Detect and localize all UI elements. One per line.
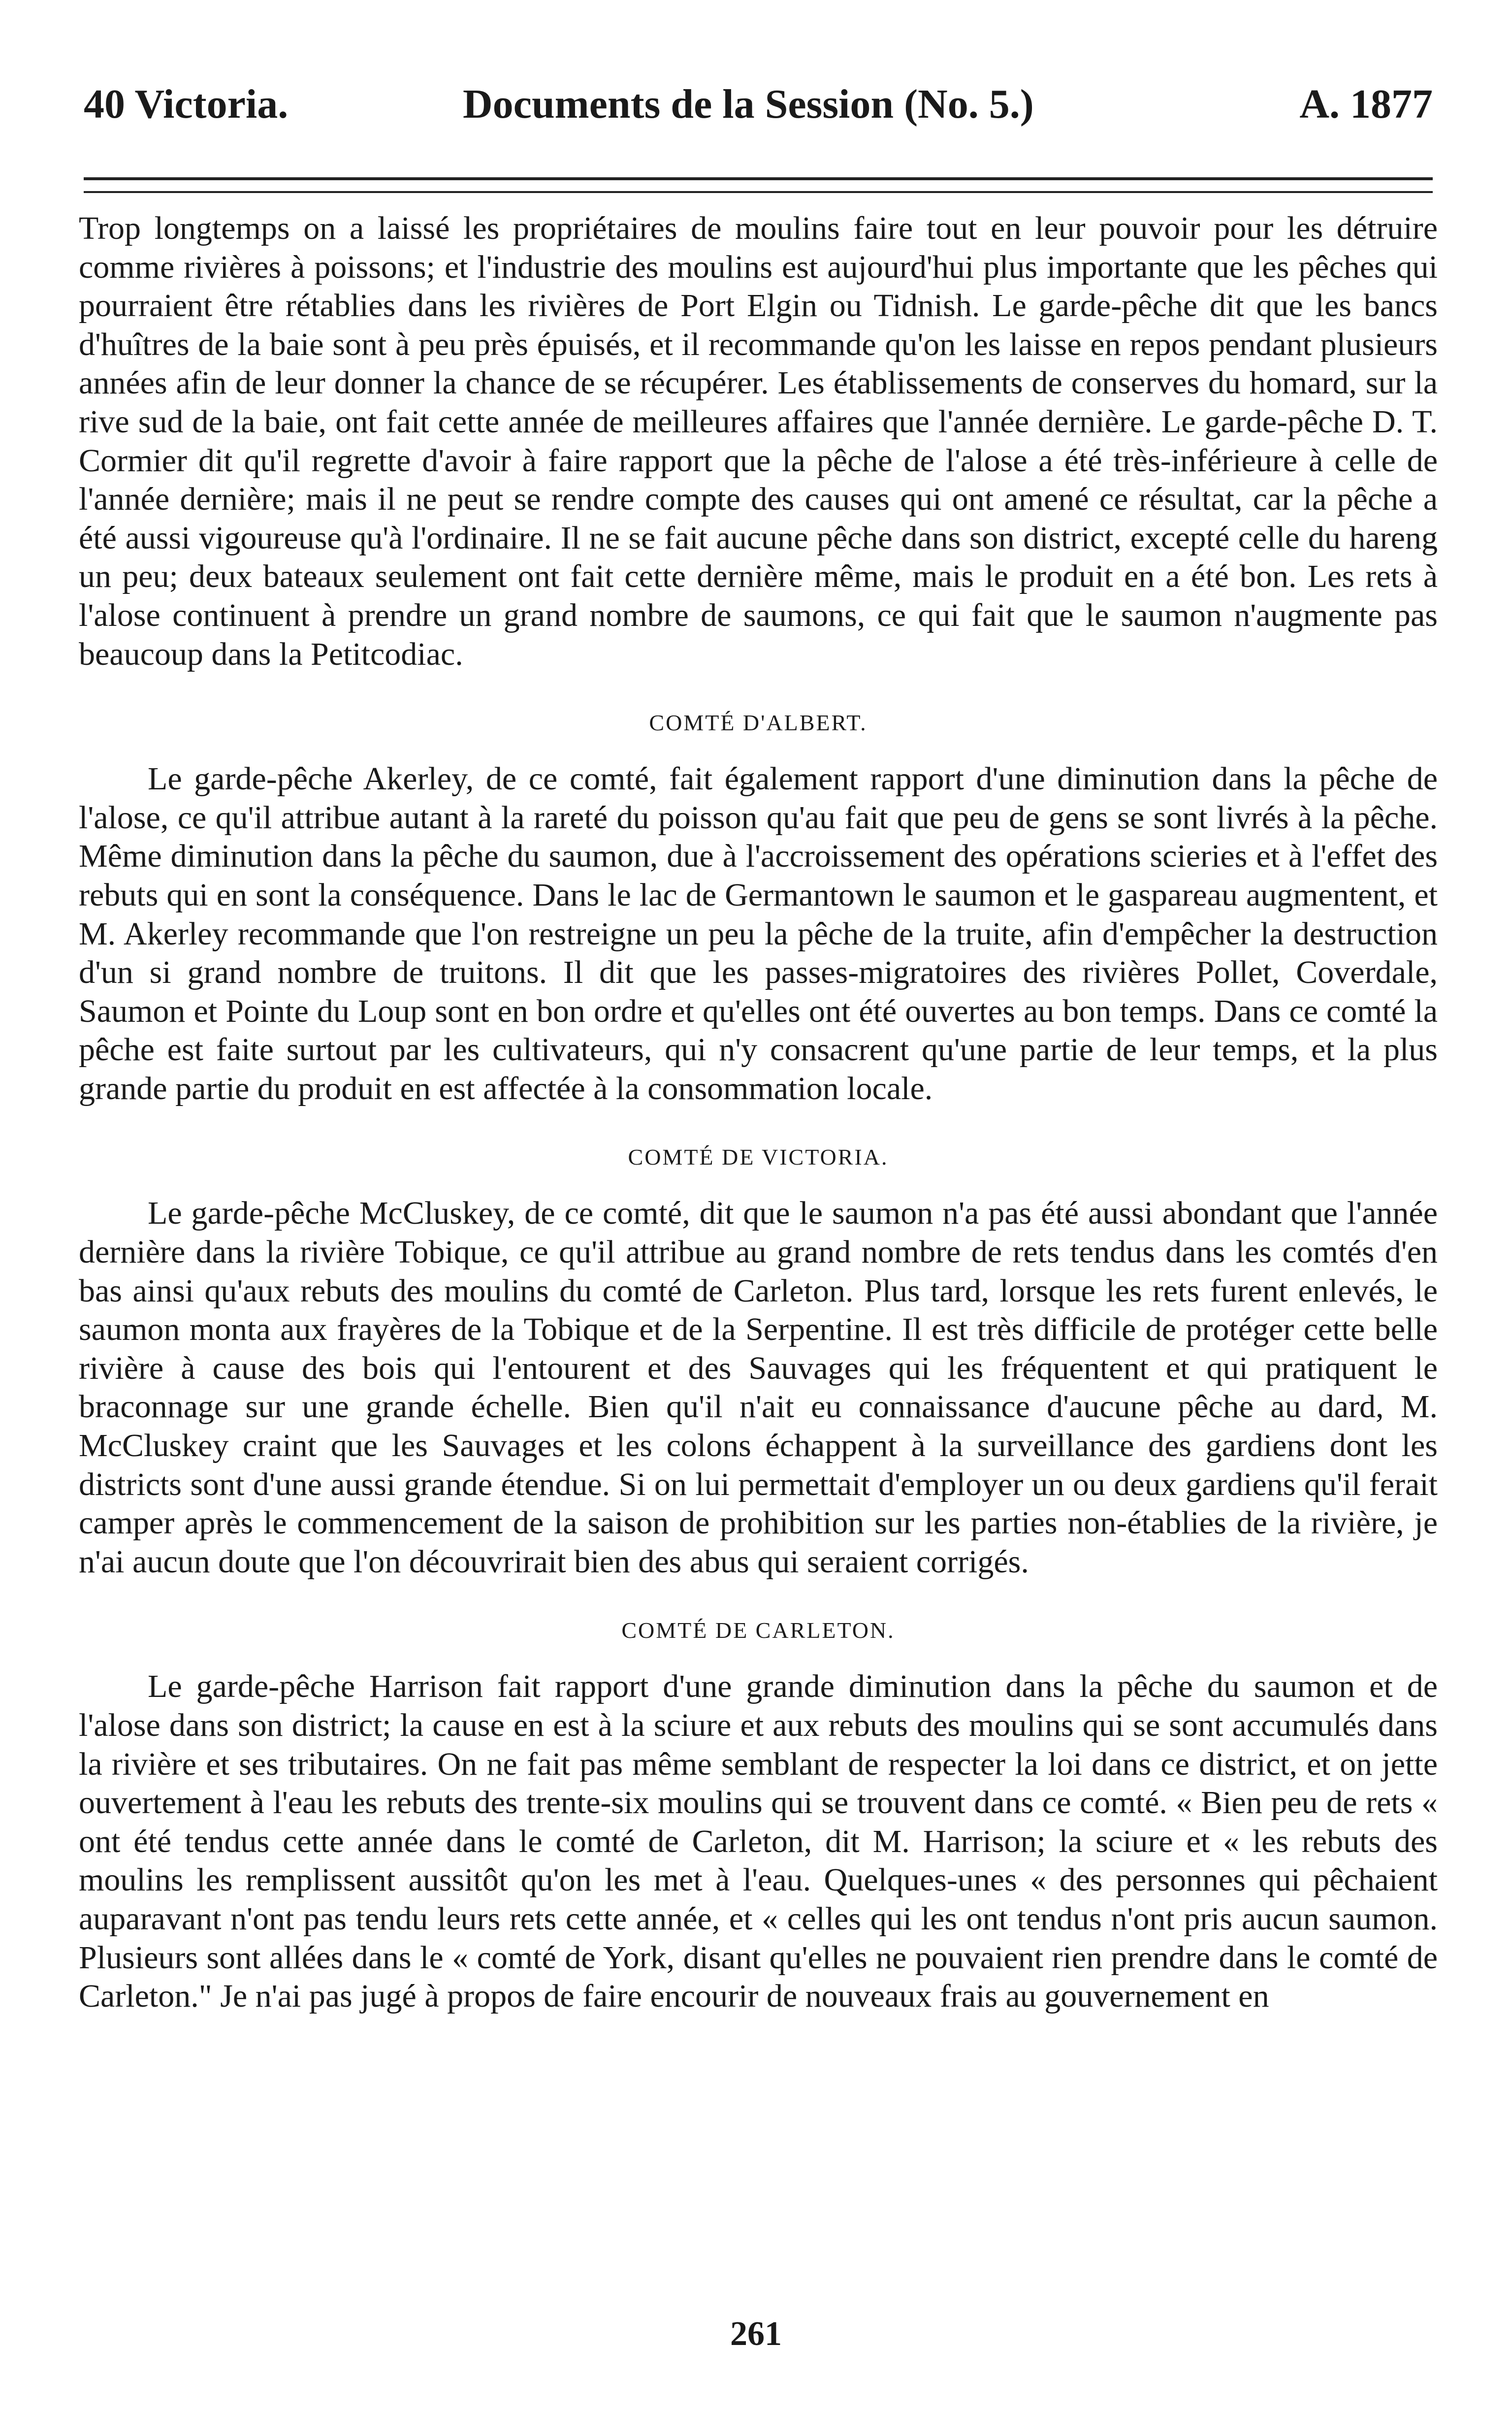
section-heading-victoria: COMTÉ DE VICTORIA.: [628, 1144, 889, 1170]
body-text: [79, 209, 1438, 2016]
paragraph-victoria: Le garde-pêche McCluskey, de ce comté, dit que le saumon n'a pas été aussi abondant que l'année dernière dans la rivière Tobique, ce qu'il attribue au grand nombre de rets tendus dans les comtés d'en bas ainsi qu'aux rebuts des moulins du comté de Carleton. Plus tard, lorsque les rets furent enlevés, le saumon monta aux frayères de la Tobique et de la Serpentine. Il est très difficile de protéger cette belle rivière à cause des bois qui l'entourent et des Sauvages qui les fréquentent et qui pratiquent le braconnage sur une grande échelle. Bien qu'il n'ait eu connaissance d'aucune pêche au dard, M. McCluskey craint que les Sauvages et les colons échappent à la surveillance des gardiens dont les districts sont d'une aussi grande étendue. Si on lui permettait d'employer un ou deux gardiens qu'il ferait camper après le commencement de la saison de prohibition sur les parties non-établies de la rivière, je n'ai aucun doute que l'on découvrirait bien des abus qui seraient corrigés.: [79, 1195, 1438, 1580]
paragraph-intro: Trop longtemps on a laissé les propriétaires de moulins faire tout en leur pouvoir pour les détruire comme rivières à poissons; et l'industrie des moulins est aujourd'hui plus importante que les pêches qui pourraient être rétablies dans les rivières de Port Elgin ou Tidnish. Le garde-pêche dit que les bancs d'huîtres de la baie sont à peu près épuisés, et il recommande qu'on les laisse en repos pendant plusieurs années afin de leur donner la chance de se récupérer. Les établissements de conserves du homard, sur la rive sud de la baie, ont fait cette année de meilleures affaires que l'année dernière. Le garde-pêche D. T. Cormier dit qu'il regrette d'avoir à faire rapport que la pêche de l'alose a été très-inférieure à celle de l'année dernière; mais il ne peut se rendre compte des causes qui ont amené ce résultat, car la pêche a été aussi vigoureuse qu'à l'ordinaire. Il ne se fait aucune pêche dans son district, excepté celle du hareng un peu; deux bateaux seulement ont fait cette dernière même, mais le produit en a été bon. Les rets à l'alose continuent à prendre un grand nombre de saumons, ce qui fait que le saumon n'augmente pas beaucoup dans la Petitcodiac.: [79, 210, 1438, 672]
paragraph-carleton: Le garde-pêche Harrison fait rapport d'une grande diminution dans la pêche du saumon et de l'alose dans son district; la cause en est à la sciure et aux rebuts des moulins qui se sont accumulés dans la rivière et ses tributaires. On ne fait pas même semblant de respecter la loi dans ce district, et on jette ouvertement à l'eau les rebuts des trente-six moulins qui se trouvent dans ce comté. « Bien peu de rets « ont été tendus cette année dans le comté de Carleton, dit M. Harrison; la sciure et « les rebuts des moulins les remplissent aussitôt qu'on les met à l'eau. Quelques-unes « des personnes qui pêchaient auparavant n'ont pas tendu leurs rets cette année, et « celles qui les ont tendus n'ont pris aucun saumon. Plusieurs sont allées dans le « comté de York, disant qu'elles ne pouvaient rien prendre dans le comté de Carleton." Je n'ai pas jugé à propos de faire encourir de nouveaux frais au gouvernement en: [79, 1668, 1438, 2015]
page-number: 261: [730, 2315, 782, 2353]
section-heading-albert: COMTÉ D'ALBERT.: [649, 710, 868, 736]
paragraph-albert: Le garde-pêche Akerley, de ce comté, fait également rapport d'une diminution dans la pêche de l'alose, ce qu'il attribue autant à la rareté du poisson qu'au fait que peu de gens se sont livrés à la pêche. Même diminution dans la pêche du saumon, due à l'accroissement des opérations scieries et à l'effet des rebuts qui en sont la conséquence. Dans le lac de Germantown le saumon et le gaspareau augmentent, et M. Akerley recommande que l'on restreigne un peu la pêche de la truite, afin d'empêcher la destruction d'un si grand nombre de truitons. Il dit que les passes-migratoires des rivières Pollet, Coverdale, Saumon et Pointe du Loup sont en bon ordre et qu'elles ont été ouvertes au bon temps. Dans ce comté la pêche est faite surtout par les cultivateurs, qui n'y consacrent qu'une partie de leur temps, et la plus grande partie du produit en est affectée à la consommation locale.: [79, 761, 1438, 1107]
header-year: A. 1877: [1299, 81, 1433, 127]
header-title: Documents de la Session (No. 5.): [463, 81, 1034, 127]
header-rule-thick: [84, 177, 1433, 180]
running-header: [84, 74, 1433, 133]
section-heading-carleton: COMTÉ DE CARLETON.: [621, 1618, 895, 1643]
header-volume: 40 Victoria.: [84, 81, 289, 127]
header-rule-thin: [84, 191, 1433, 193]
